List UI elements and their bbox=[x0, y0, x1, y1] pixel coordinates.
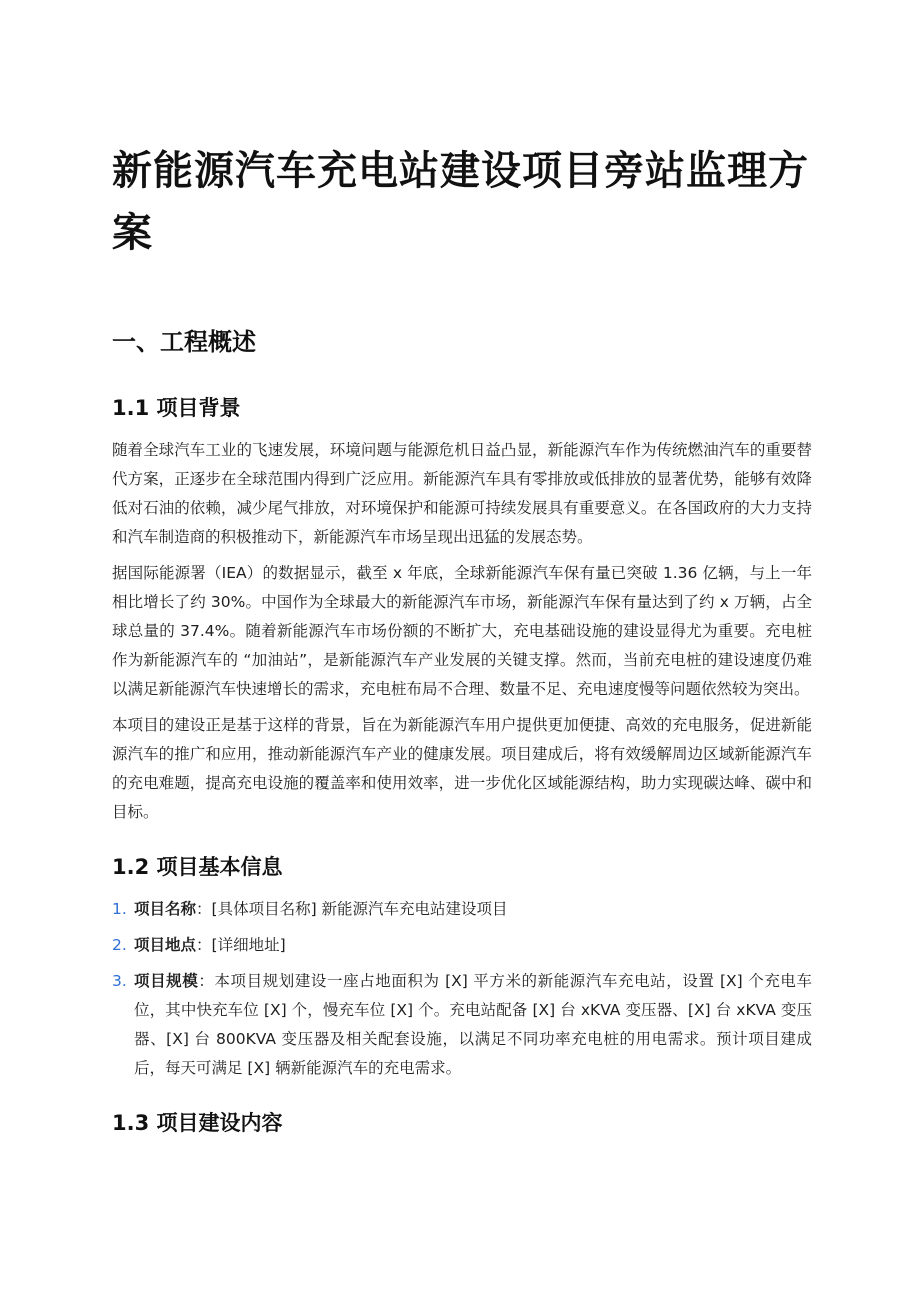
list-marker: 2. bbox=[112, 936, 127, 954]
list-item-text: 本项目规划建设一座占地面积为 [X] 平方米的新能源汽车充电站，设置 [X] 个充电车位，其中快充车位 [X] 个，慢充车位 [X] 个。充电站配备 [X] 台 xKVA 变压器、[X] 台 xKVA 变压器、[X] 台 800KVA 变压器及相关配套设施，以满足不同功率充电桩的用电需求。预计项目建成后，每天可满足 [X] 辆新能源汽车的充电需求。 bbox=[134, 972, 812, 1077]
subsection-heading-construction-content: 1.3 项目建设内容 bbox=[112, 1111, 283, 1135]
list-marker: 3. bbox=[112, 972, 127, 990]
list-marker: 1. bbox=[112, 900, 127, 918]
list-item-text: [具体项目名称] 新能源汽车充电站建设项目 bbox=[211, 900, 508, 918]
list-item-text: [详细地址] bbox=[211, 936, 286, 954]
background-paragraph-2: 据国际能源署（IEA）的数据显示，截至 x 年底，全球新能源汽车保有量已突破 1.36 亿辆，与上一年相比增长了约 30%。中国作为全球最大的新能源汽车市场，新能源汽车保有量达到了约 x 万辆，占全球总量的 37.4%。随着新能源汽车市场份额的不断扩大，充电基础设施的建设显得尤为重要。充电桩作为新能源汽车的 “加油站”，是新能源汽车产业发展的关键支撑。然而，当前充电桩的建设速度仍难以满足新能源汽车快速增长的需求，充电桩布局不合理、数量不足、充电速度慢等问题依然较为突出。 bbox=[112, 564, 812, 698]
list-item-project-name bbox=[112, 895, 812, 924]
list-item-project-location bbox=[112, 931, 812, 960]
list-item-separator: ： bbox=[196, 936, 212, 954]
list-item-label: 项目地点 bbox=[134, 936, 197, 954]
subsection-heading-background: 1.1 项目背景 bbox=[112, 396, 241, 420]
section-heading-overview: 一、工程概述 bbox=[112, 328, 256, 356]
document-title: 新能源汽车充电站建设项目旁站监理方案 bbox=[112, 148, 809, 256]
list-item-label: 项目名称 bbox=[134, 900, 197, 918]
subsection-heading-basic-info: 1.2 项目基本信息 bbox=[112, 855, 283, 879]
list-item-project-scale bbox=[112, 967, 812, 1083]
list-item-separator: ： bbox=[198, 972, 215, 990]
background-paragraph-3: 本项目的建设正是基于这样的背景，旨在为新能源汽车用户提供更加便捷、高效的充电服务，促进新能源汽车的推广和应用，推动新能源汽车产业的健康发展。项目建成后，将有效缓解周边区域新能源汽车的充电难题，提高充电设施的覆盖率和使用效率，进一步优化区域能源结构，助力实现碳达峰、碳中和目标。 bbox=[112, 716, 812, 821]
basic-info-list bbox=[112, 895, 812, 1083]
background-paragraph-1: 随着全球汽车工业的飞速发展，环境问题与能源危机日益凸显，新能源汽车作为传统燃油汽车的重要替代方案，正逐步在全球范围内得到广泛应用。新能源汽车具有零排放或低排放的显著优势，能够有效降低对石油的依赖，减少尾气排放，对环境保护和能源可持续发展具有重要意义。在各国政府的大力支持和汽车制造商的积极推动下，新能源汽车市场呈现出迅猛的发展态势。 bbox=[112, 441, 812, 546]
list-item-label: 项目规模 bbox=[134, 972, 199, 990]
list-item-separator: ： bbox=[196, 900, 212, 918]
